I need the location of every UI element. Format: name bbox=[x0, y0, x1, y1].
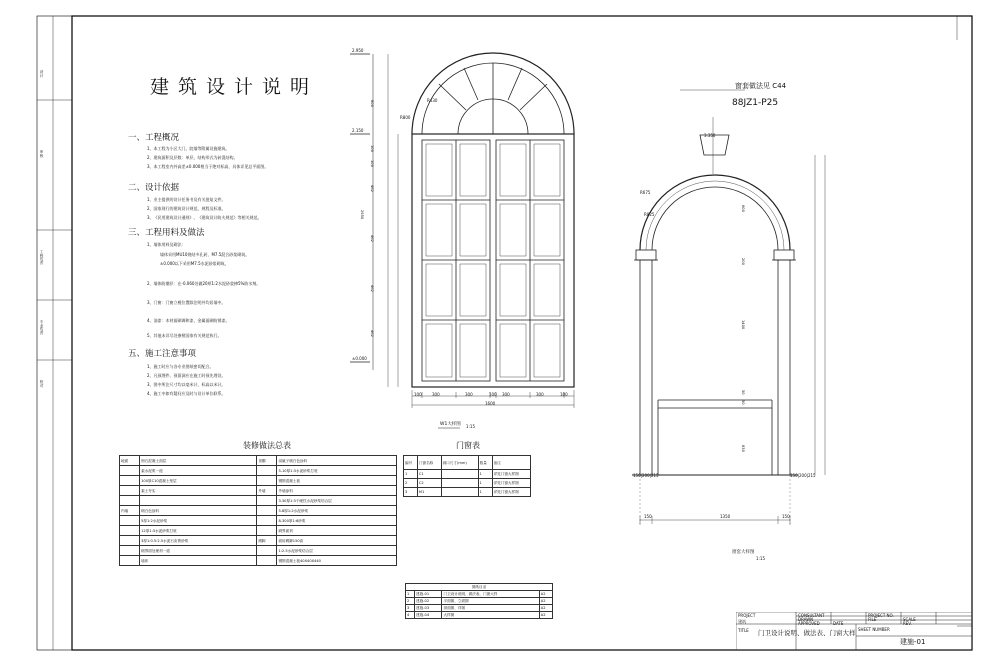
finish-cell-desc2: 5-10厚1:3水泥砂浆打底 bbox=[277, 466, 397, 476]
door-cell: 1 bbox=[478, 470, 492, 479]
section-3-line-3: ±0.000以下采用M7.5水泥砂浆砌筑。 bbox=[160, 261, 229, 266]
door-cell bbox=[441, 470, 478, 479]
door-cell: 详见门窗大样图 bbox=[492, 470, 530, 479]
arch-dim-bottom: 150 bbox=[644, 514, 652, 519]
finish-cell-desc2: 外墙涂料 bbox=[277, 486, 397, 496]
list-cell: 大样图 bbox=[442, 612, 539, 619]
section-1-line-3: 3、本工程室内外高差±0.000相当于绝对标高，具体详见总平面图。 bbox=[147, 164, 269, 169]
list-cell: 建施-01 bbox=[415, 591, 442, 598]
arch-note-ref: 88JZ1-P25 bbox=[732, 98, 779, 108]
arch-dim-right: 830 bbox=[741, 445, 745, 452]
finish-cell-desc: 100厚C10混凝土垫层 bbox=[140, 476, 257, 486]
arch-caption: 窗套大样图 bbox=[732, 550, 755, 555]
window-mid-elevation: 2.150 bbox=[352, 128, 364, 133]
section-1-line-2: 2、建筑面积及层数：单层，结构形式为砖混结构。 bbox=[147, 155, 238, 160]
table-row bbox=[120, 486, 397, 496]
drawing-list-title: 图纸目录 bbox=[406, 584, 553, 591]
section-1-line-1: 1、本工程为小区大门、院墙等附属设施建筑。 bbox=[147, 146, 230, 151]
table-row bbox=[404, 488, 531, 497]
finish-cell-desc: 墙体 bbox=[140, 556, 257, 566]
table-row bbox=[406, 612, 553, 619]
title-field: PROJECT NO. bbox=[868, 613, 894, 618]
door-cell: 1 bbox=[478, 488, 492, 497]
finish-cell-part2 bbox=[257, 546, 277, 556]
title-sheet-title: 门卫设计说明、做法表、门窗大样 bbox=[758, 629, 856, 637]
table-row bbox=[120, 536, 397, 546]
finish-cell-desc2: 钢筋混凝土板40X40X440 bbox=[277, 556, 397, 566]
section-heading-1: 一、工程概况 bbox=[128, 133, 180, 143]
finish-cell-part2 bbox=[257, 466, 277, 476]
list-cell: A2 bbox=[539, 598, 552, 605]
section-5-line-1: 1、施工时应与各专业图纸密切配合。 bbox=[147, 364, 214, 369]
finish-cell-part bbox=[120, 516, 140, 526]
finish-cell-part2: 顶棚 bbox=[257, 456, 277, 466]
finish-cell-part2: 踢脚 bbox=[257, 536, 277, 546]
window-dim-v: 462 bbox=[370, 330, 374, 337]
door-cell: 1 bbox=[404, 470, 418, 479]
finish-cell-desc bbox=[140, 496, 257, 506]
finish-cell-part2 bbox=[257, 496, 277, 506]
finish-cell-part bbox=[120, 476, 140, 486]
arch-dim-bottom: 1350 bbox=[720, 514, 731, 519]
arch-dim-right: 200 bbox=[741, 258, 745, 265]
window-dim-h: 100 bbox=[560, 392, 568, 397]
arch-base-right: 150|200|215 bbox=[790, 473, 816, 478]
finish-cell-desc2: 面砖踢脚150高 bbox=[277, 536, 397, 546]
window-radius-inner: R800 bbox=[400, 115, 411, 120]
finish-cell-part bbox=[120, 466, 140, 476]
list-cell: A2 bbox=[539, 612, 552, 619]
list-cell: 4 bbox=[406, 612, 415, 619]
door-table-title: 门窗表 bbox=[456, 441, 480, 450]
door-cell: M1 bbox=[417, 488, 441, 497]
table-row bbox=[404, 479, 531, 488]
finish-cell-desc: 刷界面处理剂一道 bbox=[140, 546, 257, 556]
finish-cell-desc2: 8-300厚1:6砂浆 bbox=[277, 516, 397, 526]
table-row bbox=[406, 591, 553, 598]
door-table bbox=[403, 455, 531, 497]
finish-cell-desc: 3厚1:0.5:2.5水泥石灰膏砂浆 bbox=[140, 536, 257, 546]
section-3-line-5: 3、门窗：门窗立樘位置除注明外均居墙中。 bbox=[147, 300, 226, 305]
door-cell bbox=[441, 488, 478, 497]
window-dim-h: 300 bbox=[465, 392, 473, 397]
arch-dim-right: 50 bbox=[741, 390, 745, 395]
door-cell: 详见门窗大样图 bbox=[492, 479, 530, 488]
list-cell: A2 bbox=[539, 591, 552, 598]
door-table-header: 洞口尺寸(mm) bbox=[441, 456, 478, 470]
window-dim-v: 100 bbox=[370, 145, 374, 152]
window-top-elevation: 2.950 bbox=[352, 48, 364, 53]
drawing-title: 建筑设计说明 bbox=[150, 76, 319, 98]
title-sheet-label: SHEET NUMBER bbox=[858, 627, 890, 632]
finish-cell-desc2: 钢筋混凝土板 bbox=[277, 476, 397, 486]
section-5-line-2: 2、凡预埋件、预留洞应在施工时预先埋设。 bbox=[147, 373, 226, 378]
table-row bbox=[404, 470, 531, 479]
drawing-list-table bbox=[405, 583, 553, 619]
finish-cell-part2 bbox=[257, 556, 277, 566]
strip-label-0: 设计 bbox=[40, 70, 44, 78]
table-row bbox=[120, 546, 397, 556]
door-table-header: 编号 bbox=[404, 456, 418, 470]
finish-cell-part2 bbox=[257, 476, 277, 486]
door-cell: C1 bbox=[417, 470, 441, 479]
window-dim-h: 300 bbox=[502, 392, 510, 397]
arch-scale: 1:15 bbox=[756, 556, 765, 561]
finish-cell-part: 内墙 bbox=[120, 506, 140, 516]
title-title-label: TITLE bbox=[738, 628, 749, 633]
title-field: DRAWN bbox=[798, 617, 814, 622]
list-cell: 门卫设计说明、做法表、门窗大样 bbox=[442, 591, 539, 598]
door-cell: 2 bbox=[404, 479, 418, 488]
section-3-line-7: 5、其他未详尽处参照国家有关规范执行。 bbox=[147, 333, 222, 338]
finish-table bbox=[119, 455, 397, 566]
door-table-header: 数量 bbox=[478, 456, 492, 470]
table-row bbox=[120, 456, 397, 466]
finish-cell-desc2: 刷界面剂 bbox=[277, 526, 397, 536]
table-row bbox=[120, 496, 397, 506]
table-row bbox=[120, 556, 397, 566]
finish-cell-part bbox=[120, 496, 140, 506]
arch-dim-right: 1400 bbox=[741, 320, 745, 330]
door-cell: C2 bbox=[417, 479, 441, 488]
window-elevation-drawing bbox=[340, 40, 580, 440]
door-cell: 1 bbox=[478, 479, 492, 488]
section-heading-2: 二、设计依据 bbox=[128, 183, 180, 193]
window-scale: 1:15 bbox=[466, 424, 475, 429]
finish-cell-part2 bbox=[257, 526, 277, 536]
arch-dim-right: 50 bbox=[741, 400, 745, 405]
title-field: FILE bbox=[868, 617, 877, 622]
finish-cell-desc: 5厚1:2水泥砂浆 bbox=[140, 516, 257, 526]
list-cell: 平面图、立面图 bbox=[442, 598, 539, 605]
finish-table-title: 装修做法总表 bbox=[243, 441, 291, 450]
window-dim-v: 100 bbox=[370, 160, 374, 167]
list-cell: 建施-03 bbox=[415, 605, 442, 612]
section-3-line-2: 墙体采用MU10烧结多孔砖，M7.5混合砂浆砌筑。 bbox=[160, 252, 250, 257]
strip-label-1: 审核 bbox=[40, 150, 44, 158]
window-base-elevation: ±0.000 bbox=[352, 356, 367, 361]
table-row bbox=[406, 598, 553, 605]
section-2-line-1: 1、业主提供的设计任务书及有关批复文件。 bbox=[147, 197, 226, 202]
title-field: APPROVED bbox=[798, 621, 820, 626]
section-heading-3: 三、工程用料及做法 bbox=[128, 228, 205, 238]
finish-cell-desc2: 刮腻子刷白色涂料 bbox=[277, 456, 397, 466]
door-table-header: 门窗名称 bbox=[417, 456, 441, 470]
table-row bbox=[120, 476, 397, 486]
list-cell: 剖面图、详图 bbox=[442, 605, 539, 612]
arch-radius-a: R825 bbox=[644, 212, 655, 217]
title-field: SCALE bbox=[903, 617, 916, 622]
title-project-label: PROJECT bbox=[738, 613, 756, 618]
section-2-line-2: 2、国家现行的建筑设计规范、规程及标准。 bbox=[147, 206, 226, 211]
list-cell: 建施-02 bbox=[415, 598, 442, 605]
section-3-line-1: 1、墙体用料及砌法： bbox=[147, 242, 186, 247]
finish-cell-desc2: 3.30厚1:3干硬性水泥砂浆结合层 bbox=[277, 496, 397, 506]
door-cell: 3 bbox=[404, 488, 418, 497]
title-sheet-number: 建施-01 bbox=[900, 638, 926, 646]
window-dim-h: 100 bbox=[489, 392, 497, 397]
title-field: REV. bbox=[903, 621, 912, 626]
window-caption: W1大样图 bbox=[440, 422, 461, 427]
finish-cell-desc: 素土夯实 bbox=[140, 486, 257, 496]
window-dim-v: 462 bbox=[370, 185, 374, 192]
table-row bbox=[120, 526, 397, 536]
finish-cell-part bbox=[120, 556, 140, 566]
arch-radius-b: R675 bbox=[640, 190, 651, 195]
section-3-line-4: 2、墙体防潮层：在-0.060处做20厚1:2水泥砂浆掺5%防水剂。 bbox=[147, 281, 261, 286]
finish-cell-part bbox=[120, 546, 140, 556]
window-radius-outer: R430 bbox=[427, 98, 438, 103]
list-cell: 建施-04 bbox=[415, 612, 442, 619]
finish-cell-desc: 素水泥浆一道 bbox=[140, 466, 257, 476]
section-heading-5: 五、施工注意事项 bbox=[128, 349, 197, 359]
strip-label-4: 校对 bbox=[40, 380, 44, 388]
list-cell: 3 bbox=[406, 605, 415, 612]
title-field: DATE bbox=[833, 621, 844, 626]
table-row bbox=[120, 506, 397, 516]
finish-cell-desc2: 1:2.5水泥砂浆结合层 bbox=[277, 546, 397, 556]
finish-cell-desc: 细石混凝土面层 bbox=[140, 456, 257, 466]
finish-cell-part2 bbox=[257, 516, 277, 526]
section-5-line-4: 4、施工中如有疑问应及时与设计单位联系。 bbox=[147, 391, 226, 396]
window-dim-v: 462 bbox=[370, 235, 374, 242]
strip-label-2: 工程负责 bbox=[40, 250, 44, 265]
finish-cell-part bbox=[120, 526, 140, 536]
finish-cell-desc: 刷白色涂料 bbox=[140, 506, 257, 516]
finish-cell-part bbox=[120, 536, 140, 546]
arch-top-dim: 3.350 bbox=[704, 133, 716, 138]
arch-dim-right: 600 bbox=[741, 205, 745, 212]
list-cell: A2 bbox=[539, 605, 552, 612]
strip-label-3: 专业负责 bbox=[40, 320, 44, 335]
section-3-line-6: 4、油漆：木材面刷调和漆，金属面刷防锈漆。 bbox=[147, 318, 230, 323]
window-dim-h: 300 bbox=[432, 392, 440, 397]
arch-base-left: 150|200|215 bbox=[633, 473, 659, 478]
window-dim-total-v: 2950 bbox=[360, 210, 364, 220]
finish-cell-part bbox=[120, 486, 140, 496]
arch-surround-drawing bbox=[620, 80, 840, 550]
arch-note-top: 窗套做法见 C44 bbox=[735, 82, 787, 90]
section-2-line-3: 3、《民用建筑设计通则》、《建筑设计防火规范》等相关规范。 bbox=[147, 215, 262, 220]
title-project: 建筑 bbox=[738, 619, 746, 624]
finish-cell-desc2: 5-8厚1:2水泥砂浆 bbox=[277, 506, 397, 516]
finish-cell-part2 bbox=[257, 506, 277, 516]
table-row bbox=[120, 466, 397, 476]
door-cell: 详见门窗大样图 bbox=[492, 488, 530, 497]
window-dim-h: 300 bbox=[536, 392, 544, 397]
section-5-line-3: 3、图中所注尺寸均以毫米计，标高以米计。 bbox=[147, 382, 226, 387]
door-table-header: 备注 bbox=[492, 456, 530, 470]
finish-cell-part2: 外墙 bbox=[257, 486, 277, 496]
door-cell bbox=[441, 479, 478, 488]
list-cell: 1 bbox=[406, 591, 415, 598]
window-dim-v: 800 bbox=[370, 100, 374, 107]
window-dim-h: 100 bbox=[414, 392, 422, 397]
list-cell: 2 bbox=[406, 598, 415, 605]
finish-cell-part: 地面 bbox=[120, 456, 140, 466]
window-dim-v: 462 bbox=[370, 285, 374, 292]
title-field: CONSULTANT bbox=[798, 613, 825, 618]
arch-dim-bottom: 150 bbox=[782, 514, 790, 519]
window-total-width: 1600 bbox=[485, 401, 496, 406]
table-row bbox=[406, 605, 553, 612]
finish-cell-desc: 12厚1:3水泥砂浆打底 bbox=[140, 526, 257, 536]
table-row bbox=[120, 516, 397, 526]
